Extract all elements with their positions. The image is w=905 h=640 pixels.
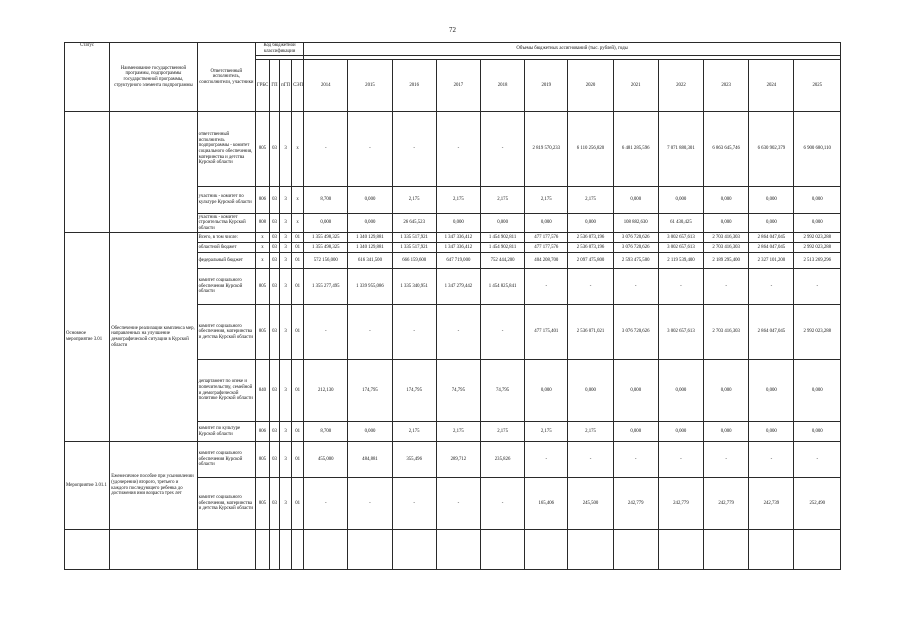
value-cell: - [704, 442, 749, 478]
header-year: 2016 [392, 60, 436, 112]
blank-cell [480, 530, 524, 570]
value-cell: 289,712 [436, 442, 480, 478]
responsible-cell: Всего, в том числе: [197, 233, 255, 243]
blank-cell [280, 530, 292, 570]
value-cell: 355,496 [392, 442, 436, 478]
header-year: 2017 [436, 60, 480, 112]
value-cell: 6 900 680,110 [794, 112, 841, 187]
value-cell: - [348, 478, 392, 530]
code-cell: 03 [269, 214, 279, 233]
header-code-col: СЭП [292, 60, 304, 112]
header-name: Наименование государственной программы, подпрограммы государственной программы, структурного элемента подпрограммы [110, 43, 197, 112]
value-cell: 6 481 285,596 [613, 112, 658, 187]
value-cell: 26 645,523 [392, 214, 436, 233]
blank-cell [255, 530, 269, 570]
code-cell: 805 [255, 305, 269, 360]
value-cell: - [480, 305, 524, 360]
value-cell: 1 347 336,412 [436, 233, 480, 243]
header-year: 2018 [480, 60, 524, 112]
value-cell: - [304, 305, 348, 360]
value-cell: - [304, 112, 348, 187]
value-cell: 2 992 023,288 [794, 243, 841, 253]
value-cell: 0,000 [568, 360, 613, 422]
header-volumes: Объемы бюджетных ассигнований (тыс. рублей), годы [304, 43, 841, 56]
value-cell: 0,000 [613, 187, 658, 214]
value-cell: 0,000 [658, 360, 703, 422]
value-cell: 0,000 [704, 360, 749, 422]
code-cell: 840 [255, 360, 269, 422]
value-cell: 0,000 [525, 360, 568, 422]
value-cell: 235,826 [480, 442, 524, 478]
value-cell: 3 076 720,626 [613, 305, 658, 360]
value-cell: 242,779 [613, 478, 658, 530]
code-cell: 01 [292, 243, 304, 253]
value-cell: 0,000 [613, 422, 658, 442]
code-cell: 01 [292, 253, 304, 269]
value-cell: 74,795 [480, 360, 524, 422]
value-cell: 242,779 [658, 478, 703, 530]
code-cell: 3 [280, 422, 292, 442]
value-cell: 108 882,630 [613, 214, 658, 233]
code-cell: 03 [269, 112, 279, 187]
code-cell: 3 [280, 187, 292, 214]
value-cell: 2 536 073,196 [568, 233, 613, 243]
responsible-cell: департамент по опеке и попечительству, семейной и демографической политике Курской области [197, 360, 255, 422]
responsible-cell: участник - комитет по культуре Курской области [197, 187, 255, 214]
blank-cell [348, 530, 392, 570]
value-cell: 8,700 [304, 422, 348, 442]
value-cell: 0,000 [658, 422, 703, 442]
code-cell: 3 [280, 442, 292, 478]
value-cell: 1 340 129,881 [348, 243, 392, 253]
name-cell: Ежемесячное пособие при усыновлении (удочерении) второго, третьего и каждого последующего ребенка до достижения ими возраста трех лет [110, 442, 197, 530]
code-cell: 805 [255, 442, 269, 478]
value-cell: 2,175 [436, 422, 480, 442]
value-cell: 2 992 023,288 [794, 305, 841, 360]
header-status: Статус [65, 43, 110, 112]
value-cell: 2 536 073,196 [568, 243, 613, 253]
code-cell: х [255, 253, 269, 269]
header-code-col: ГРБС [255, 60, 269, 112]
value-cell: 3 076 720,626 [613, 243, 658, 253]
blank-cell [392, 530, 436, 570]
value-cell: 0,000 [348, 422, 392, 442]
blank-cell [613, 530, 658, 570]
header-year: 2020 [568, 60, 613, 112]
value-cell: 1 454 902,811 [480, 243, 524, 253]
value-cell: 165,406 [525, 478, 568, 530]
value-cell: 0,000 [704, 214, 749, 233]
code-cell: 03 [269, 187, 279, 214]
responsible-cell: участник - комитет строительства Курской области [197, 214, 255, 233]
value-cell: 1 454 902,811 [480, 233, 524, 243]
value-cell: - [392, 305, 436, 360]
code-cell: 3 [280, 478, 292, 530]
value-cell: 647 719,000 [436, 253, 480, 269]
value-cell: 245,500 [568, 478, 613, 530]
value-cell: - [436, 478, 480, 530]
value-cell: - [436, 305, 480, 360]
value-cell: 174,795 [348, 360, 392, 422]
blank-cell [794, 530, 841, 570]
value-cell: 2 992 023,288 [794, 233, 841, 243]
value-cell: - [348, 305, 392, 360]
responsible-cell: ответственный исполнитель подпрограммы - комитет социального обеспечения, материнства и детства Курской области [197, 112, 255, 187]
value-cell: 1 355 277,495 [304, 269, 348, 305]
header-responsible: Ответственный исполнитель, соисполнители, участники [197, 43, 255, 112]
blank-cell [269, 530, 279, 570]
code-cell: 805 [255, 478, 269, 530]
value-cell: 2 703 416,303 [704, 243, 749, 253]
value-cell: 2 703 416,303 [704, 233, 749, 243]
value-cell: 572 156,000 [304, 253, 348, 269]
header-year: 2019 [525, 60, 568, 112]
value-cell: 2 703 416,303 [704, 305, 749, 360]
value-cell: 1 355 498,325 [304, 243, 348, 253]
value-cell: 2 593 475,500 [613, 253, 658, 269]
budget-table [64, 42, 841, 570]
value-cell: 1 355 498,325 [304, 233, 348, 243]
table-row [65, 233, 841, 243]
code-cell: 3 [280, 360, 292, 422]
value-cell: 252,490 [794, 478, 841, 530]
code-cell: 806 [255, 422, 269, 442]
code-cell: 03 [269, 243, 279, 253]
header-year: 2025 [794, 60, 841, 112]
code-cell: 03 [269, 478, 279, 530]
header-year: 2024 [749, 60, 794, 112]
value-cell: 2 864 047,045 [749, 233, 794, 243]
value-cell: - [613, 269, 658, 305]
code-cell: 03 [269, 360, 279, 422]
value-cell: 0,000 [348, 214, 392, 233]
value-cell: 2 119 539,400 [658, 253, 703, 269]
value-cell: 0,000 [794, 360, 841, 422]
code-cell: 808 [255, 214, 269, 233]
value-cell: 0,000 [704, 187, 749, 214]
value-cell: 477 177,576 [525, 243, 568, 253]
value-cell: 0,000 [749, 214, 794, 233]
header-year: 2021 [613, 60, 658, 112]
header-code-col: ГП [269, 60, 279, 112]
header-year: 2014 [304, 60, 348, 112]
value-cell: 1 347 279,442 [436, 269, 480, 305]
value-cell: 2 097 475,800 [568, 253, 613, 269]
blank-row [65, 530, 841, 570]
table-row [65, 112, 841, 187]
header-year: 2022 [658, 60, 703, 112]
responsible-cell: областной бюджет [197, 243, 255, 253]
value-cell: - [436, 112, 480, 187]
value-cell: 0,000 [613, 360, 658, 422]
responsible-cell: комитет социального обеспечения, материнства и детства Курской области [197, 305, 255, 360]
value-cell: 242,739 [749, 478, 794, 530]
value-cell: 6 110 256,820 [568, 112, 613, 187]
value-cell: - [749, 269, 794, 305]
name-cell [110, 112, 197, 233]
value-cell: 0,000 [480, 214, 524, 233]
value-cell: - [658, 442, 703, 478]
value-cell: 2 189 295,400 [704, 253, 749, 269]
code-cell: 01 [292, 360, 304, 422]
value-cell: 2 536 071,021 [568, 305, 613, 360]
value-cell: 212,130 [304, 360, 348, 422]
code-cell: 01 [292, 305, 304, 360]
value-cell: 0,000 [749, 422, 794, 442]
value-cell: 0,000 [794, 422, 841, 442]
value-cell: 0,000 [794, 214, 841, 233]
responsible-cell: комитет по культуре Курской области [197, 422, 255, 442]
value-cell: - [568, 269, 613, 305]
value-cell: 7 071 880,301 [658, 112, 703, 187]
header-year: 2023 [704, 60, 749, 112]
value-cell: 0,000 [525, 214, 568, 233]
code-cell: х [292, 214, 304, 233]
value-cell: 0,000 [436, 214, 480, 233]
value-cell: 0,000 [749, 360, 794, 422]
code-cell: 03 [269, 442, 279, 478]
table-row [65, 442, 841, 478]
value-cell: 477 177,576 [525, 233, 568, 243]
code-cell: 03 [269, 305, 279, 360]
blank-cell [749, 530, 794, 570]
value-cell: - [658, 269, 703, 305]
value-cell: - [480, 112, 524, 187]
value-cell: 1 454 825,841 [480, 269, 524, 305]
value-cell: 477 175,401 [525, 305, 568, 360]
header-year: 2015 [348, 60, 392, 112]
value-cell: 2 864 047,045 [749, 243, 794, 253]
page-number: 72 [449, 26, 456, 34]
value-cell: 0,000 [704, 422, 749, 442]
value-cell: 752 444,200 [480, 253, 524, 269]
value-cell: 3 002 657,613 [658, 233, 703, 243]
status-cell: Мероприятие 3.01.1 [65, 442, 110, 530]
code-cell: 01 [292, 442, 304, 478]
name-cell: Обеспечение реализации комплекса мер, направленных на улучшение демографической ситуации в Курской области [110, 233, 197, 442]
header-code-col: пГП [280, 60, 292, 112]
value-cell: 2,175 [436, 187, 480, 214]
code-cell: 3 [280, 253, 292, 269]
value-cell: 61 430,425 [658, 214, 703, 233]
code-cell: 03 [269, 253, 279, 269]
code-cell: 3 [280, 112, 292, 187]
blank-cell [110, 530, 197, 570]
code-cell: 3 [280, 243, 292, 253]
value-cell: 2,175 [392, 422, 436, 442]
value-cell: 0,000 [348, 187, 392, 214]
responsible-cell: федеральный бюджет [197, 253, 255, 269]
value-cell: 455,000 [304, 442, 348, 478]
value-cell: - [794, 269, 841, 305]
value-cell: 404 208,700 [525, 253, 568, 269]
code-cell: 3 [280, 305, 292, 360]
code-cell: 03 [269, 269, 279, 305]
value-cell: 0,000 [658, 187, 703, 214]
value-cell: 1 335 517,921 [392, 243, 436, 253]
value-cell: 1 339 955,086 [348, 269, 392, 305]
value-cell: - [568, 442, 613, 478]
value-cell: - [704, 269, 749, 305]
code-cell: 01 [292, 422, 304, 442]
value-cell: - [480, 478, 524, 530]
header-budget-code: Код бюджетной классификации [255, 43, 303, 56]
value-cell: 1 347 336,412 [436, 243, 480, 253]
value-cell: - [525, 442, 568, 478]
value-cell: 2,175 [525, 422, 568, 442]
value-cell: - [304, 478, 348, 530]
value-cell: 666 159,600 [392, 253, 436, 269]
blank-cell [197, 530, 255, 570]
code-cell: 806 [255, 187, 269, 214]
value-cell: 2 513 269,296 [794, 253, 841, 269]
blank-cell [704, 530, 749, 570]
code-cell: 01 [292, 233, 304, 243]
code-cell: 01 [292, 478, 304, 530]
value-cell: - [392, 112, 436, 187]
code-cell: 805 [255, 112, 269, 187]
value-cell: 8,700 [304, 187, 348, 214]
blank-cell [292, 530, 304, 570]
responsible-cell: комитет социального обеспечения, материнства и детства Курской области [197, 478, 255, 530]
value-cell: 2,175 [392, 187, 436, 214]
responsible-cell: комитет социального обеспечения Курской области [197, 269, 255, 305]
blank-cell [568, 530, 613, 570]
value-cell: 0,000 [794, 187, 841, 214]
value-cell: 2,175 [568, 422, 613, 442]
code-cell: 3 [280, 233, 292, 243]
value-cell: 2 819 570,233 [525, 112, 568, 187]
blank-cell [436, 530, 480, 570]
value-cell: - [348, 112, 392, 187]
code-cell: 3 [280, 214, 292, 233]
blank-cell [525, 530, 568, 570]
value-cell: 484,881 [348, 442, 392, 478]
value-cell: - [749, 442, 794, 478]
value-cell: 2,175 [480, 187, 524, 214]
value-cell: - [794, 442, 841, 478]
code-cell: х [292, 187, 304, 214]
value-cell: 0,000 [304, 214, 348, 233]
value-cell: 3 002 657,613 [658, 305, 703, 360]
value-cell: 3 076 720,626 [613, 233, 658, 243]
code-cell: х [255, 233, 269, 243]
value-cell: 2,175 [480, 422, 524, 442]
value-cell: - [392, 478, 436, 530]
code-cell: 805 [255, 269, 269, 305]
value-cell: 0,000 [568, 214, 613, 233]
code-cell: 03 [269, 233, 279, 243]
code-cell: 3 [280, 269, 292, 305]
value-cell: - [613, 442, 658, 478]
code-cell: 03 [269, 422, 279, 442]
responsible-cell: комитет социального обеспечения Курской области [197, 442, 255, 478]
value-cell: 242,779 [704, 478, 749, 530]
value-cell: 74,795 [436, 360, 480, 422]
value-cell: 6 863 645,746 [704, 112, 749, 187]
value-cell: 2 327 101,200 [749, 253, 794, 269]
value-cell: 1 335 340,951 [392, 269, 436, 305]
status-cell [65, 112, 110, 233]
blank-cell [304, 530, 348, 570]
code-cell: х [255, 243, 269, 253]
value-cell: 0,000 [749, 187, 794, 214]
status-cell: Основное мероприятие 3.01 [65, 233, 110, 442]
value-cell: 174,795 [392, 360, 436, 422]
code-cell: 01 [292, 269, 304, 305]
value-cell: 6 630 902,379 [749, 112, 794, 187]
code-cell: х [292, 112, 304, 187]
blank-cell [658, 530, 703, 570]
value-cell: 2,175 [525, 187, 568, 214]
value-cell: 2 864 047,045 [749, 305, 794, 360]
value-cell: 2,175 [568, 187, 613, 214]
value-cell: - [525, 269, 568, 305]
value-cell: 616 341,500 [348, 253, 392, 269]
blank-cell [65, 530, 110, 570]
value-cell: 1 335 517,921 [392, 233, 436, 243]
value-cell: 1 340 129,881 [348, 233, 392, 243]
value-cell: 3 002 657,613 [658, 243, 703, 253]
